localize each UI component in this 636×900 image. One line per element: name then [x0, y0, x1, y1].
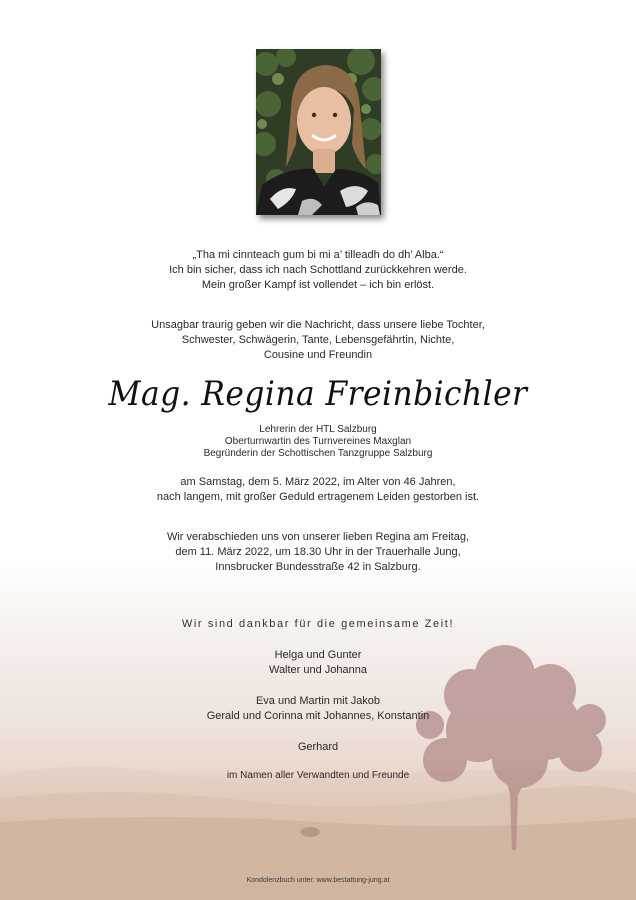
mourner-line: Gerald und Corinna mit Johannes, Konstantin [206, 710, 430, 722]
announcement-line: Unsagbar traurig geben wir die Nachricht, dass unsere liebe Tochter, [151, 319, 485, 331]
mourners-group-1 [0, 648, 636, 678]
mourner-line: Gerhard [297, 741, 339, 753]
farewell-block [0, 530, 636, 575]
quote-line: Mein großer Kampf ist vollendet – ich bin erlöst. [201, 279, 435, 291]
death-notice-line: nach langem, mit großer Geduld ertragenem Leiden gestorben ist. [156, 491, 480, 503]
mourners-group-3 [0, 740, 636, 755]
condolence-link[interactable]: Kondolenzbuch unter: www.bestattung-jung.at [246, 877, 390, 884]
farewell-line: Wir verabschieden uns von unserer lieben Regina am Freitag, [166, 531, 470, 543]
roles-block [0, 424, 636, 460]
portrait-photo [256, 49, 381, 215]
closing-line: im Namen aller Verwandten und Freunde [226, 770, 410, 781]
announcement-block [0, 318, 636, 363]
role-line: Lehrerin der HTL Salzburg [259, 424, 377, 435]
quote-line: Ich bin sicher, dass ich nach Schottland zurückkehren werde. [169, 264, 467, 276]
death-notice-block [0, 475, 636, 505]
mourner-line: Eva und Martin mit Jakob [255, 695, 381, 707]
gratitude-line: Wir sind dankbar für die gemeinsame Zeit! [181, 618, 455, 630]
mourner-line: Walter und Johanna [268, 664, 368, 676]
announcement-line: Schwester, Schwägerin, Tante, Lebensgefährtin, Nichte, [181, 334, 455, 346]
farewell-line: dem 11. März 2022, um 18.30 Uhr in der Trauerhalle Jung, [175, 546, 461, 558]
role-line: Begründerin der Schottischen Tanzgruppe Salzburg [203, 448, 433, 459]
farewell-line: Innsbrucker Bundesstraße 42 in Salzburg. [215, 561, 421, 573]
mourners-group-2 [0, 694, 636, 724]
quote-block [0, 248, 636, 293]
role-line: Oberturnwartin des Turnvereines Maxglan [224, 436, 412, 447]
deceased-name: Mag. Regina Freinbichler [108, 374, 528, 414]
quote-line: „Tha mi cinnteach gum bi mi a’ tilleadh do dh’ Alba.“ [192, 249, 444, 261]
death-notice-line: am Samstag, dem 5. März 2022, im Alter von 46 Jahren, [180, 476, 456, 488]
announcement-line: Cousine und Freundin [263, 349, 373, 361]
mourners-closing [0, 768, 636, 783]
mourner-line: Helga und Gunter [274, 649, 362, 661]
